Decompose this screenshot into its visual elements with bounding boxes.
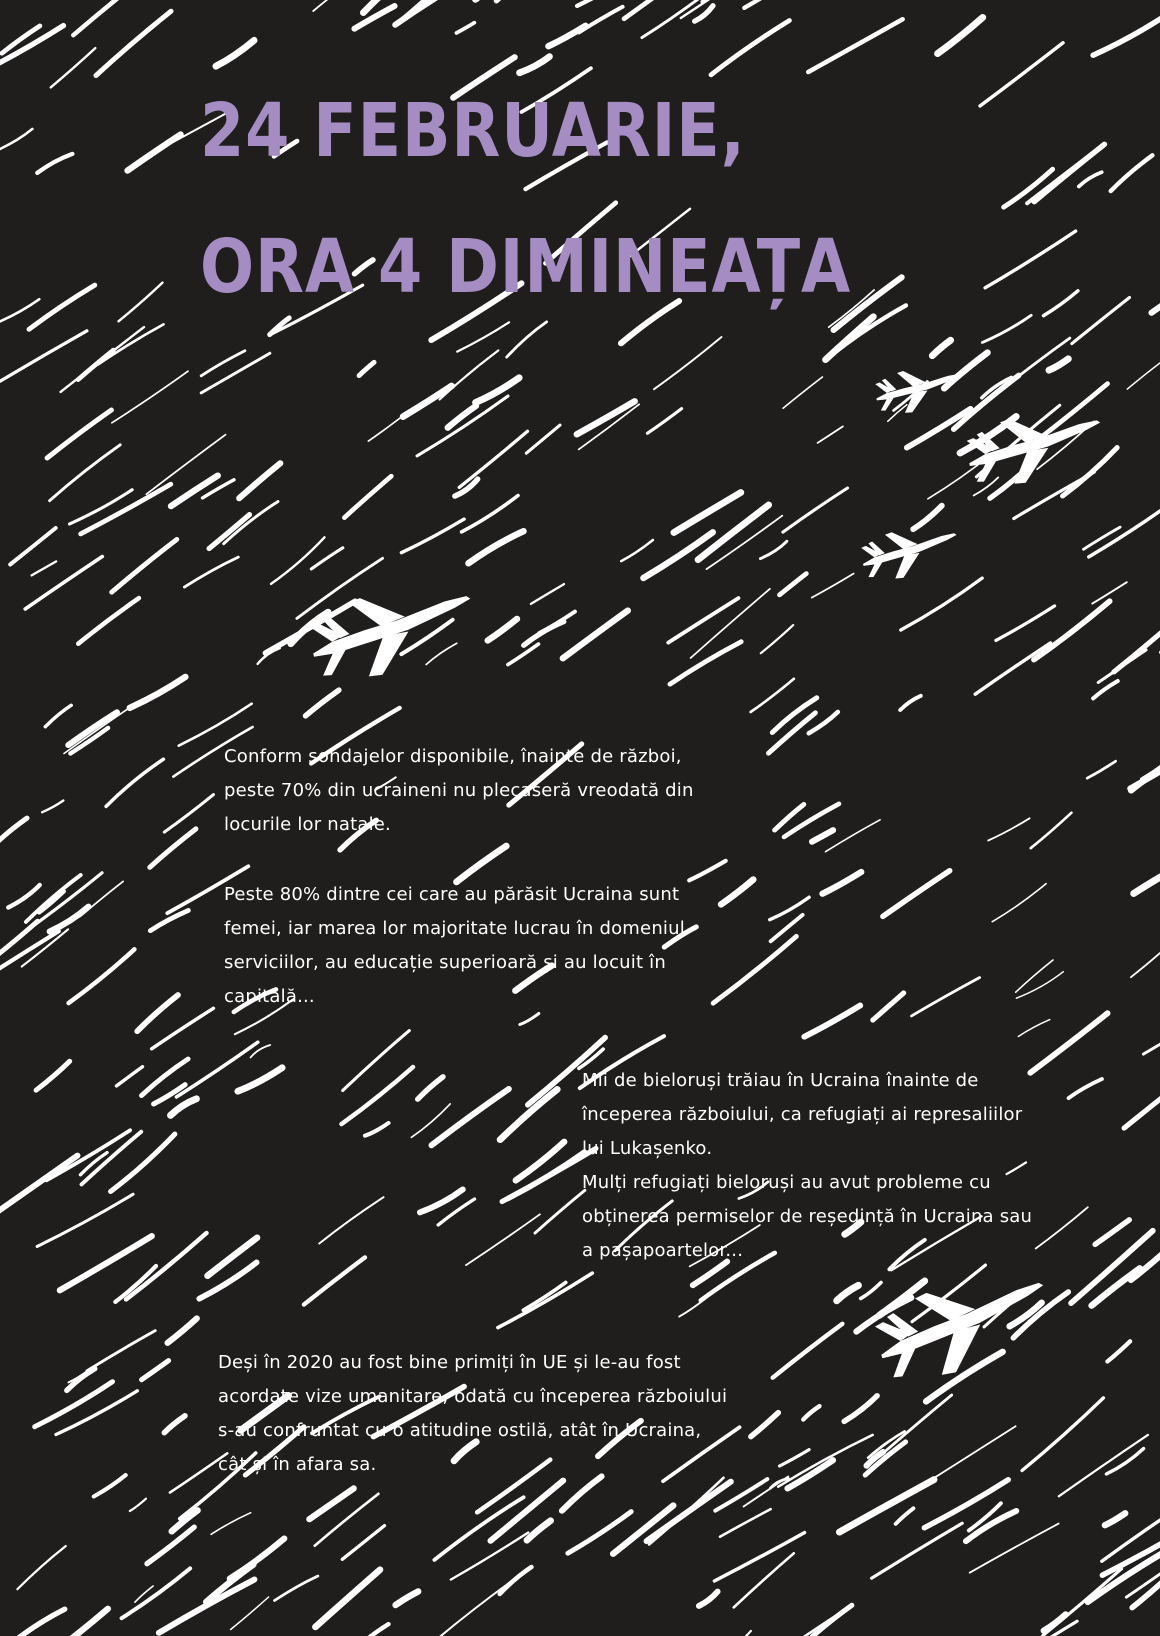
fighter-jet-icon (867, 1258, 1060, 1393)
paragraph-eu-reception: Deși în 2020 au fost bine primiți în UE și le-au fost acordate vize umanitare, odată cu începerea războiului s-au confruntat cu o atitudine ostilă, atât în Ucraina, cât și în afara sa. (218, 1352, 728, 1475)
paragraph-prewar-travel: Conform sondajelor disponibile, înainte de război, peste 70% din ucraineni nu plecaseră vreodată din locurile lor natale. (224, 746, 694, 835)
fighter-jet-icon (873, 361, 967, 418)
fighter-jet-icon (303, 572, 483, 690)
title-line-2: ORA 4 DIMINEAȚA (200, 224, 852, 310)
paragraph-belarusians-in-ukraine: Mii de bieloruși trăiau în Ucraina înainte de începerea războiului, ca refugiați ai represaliilor lui Lukașenko. Mulți refugiați bieloruși au avut probleme cu obținerea permiselor de reședință în Ucraina sau a pașapoartelor... (582, 1070, 1033, 1261)
title-line-1: 24 FEBRUARIE, (200, 88, 746, 174)
paragraph-refugee-demographics: Peste 80% dintre cei care au părăsit Ucraina sunt femei, iar marea lor majoritate lucrau în domeniul serviciilor, au educație superioară și au locuit în capitală... (224, 884, 685, 1007)
fighter-jet-icon (858, 519, 963, 585)
fighter-jet-icon (962, 401, 1109, 494)
